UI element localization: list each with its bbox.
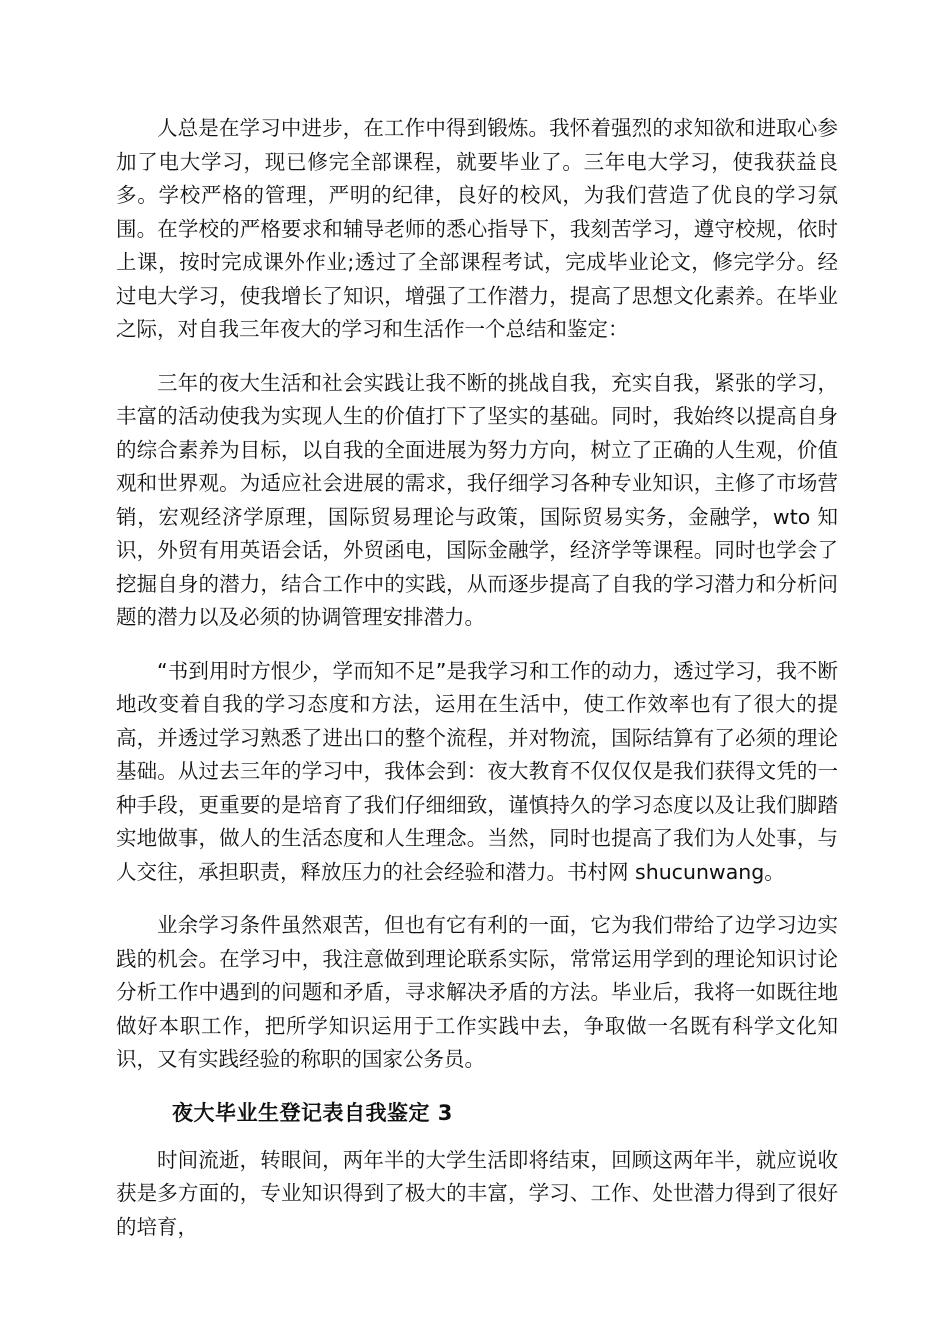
paragraph-practice: 业余学习条件虽然艰苦，但也有它有利的一面，它为我们带给了边学习边实践的机会。在学习中，我注意做到理论联系实际，常常运用学到的理论知识讨论分析工作中遇到的问题和矛盾，寻求解决矛盾的方法。毕业后，我将一如既往地做好本职工作，把所学知识运用于工作实践中去，争取做一名既有科学文化知识，又有实践经验的称职的国家公务员。 [116, 913, 838, 1071]
paragraph-final: 时间流逝，转眼间，两年半的大学生活即将结束，回顾这两年半，就应说收获是多方面的，专业知识得到了极大的丰富，学习、工作、处世潜力得到了很好的培育， [116, 1147, 838, 1239]
paragraph-intro: 人总是在学习中进步，在工作中得到锻炼。我怀着强烈的求知欲和进取心参加了电大学习，现已修完全部课程，就要毕业了。三年电大学习，使我获益良多。学校严格的管理，严明的纪律，良好的校风，为我们营造了优良的学习氛围。在学校的严格要求和辅导老师的悉心指导下，我刻苦学习，遵守校规，依时上课，按时完成课外作业;透过了全部课程考试，完成毕业论文，修完学分。经过电大学习，使我增长了知识，增强了工作潜力，提高了思想文化素养。在毕业之际，对自我三年夜大的学习和生活作一个总结和鉴定： [116, 116, 838, 341]
document-page [116, 112, 838, 1244]
paragraph-motivation: “书到用时方恨少，学而知不足”是我学习和工作的动力，透过学习，我不断地改变着自我的学习态度和方法，运用在生活中，使工作效率也有了很大的提高，并透过学习熟悉了进出口的整个流程，并对物流，国际结算有了必须的理论基础。从过去三年的学习中，我体会到：夜大教育不仅仅仅是我们获得文凭的一种手段，更重要的是培育了我们仔细细致，谨慎持久的学习态度以及让我们脚踏实地做事，做人的生活态度和人生理念。当然，同时也提高了我们为人处事，与人交往，承担职责，释放压力的社会经验和潜力。书村网 shucunwang。 [116, 658, 838, 884]
section-heading: 夜大毕业生登记表自我鉴定 3 [172, 1100, 453, 1125]
paragraph-study-life: 三年的夜大生活和社会实践让我不断的挑战自我，充实自我，紧张的学习，丰富的活动使我为实现人生的价值打下了坚实的基础。同时，我始终以提高自身的综合素养为目标，以自我的全面进展为努力方向，树立了正确的人生观，价值观和世界观。为适应社会进展的需求，我仔细学习各种专业知识，主修了市场营销，宏观经济学原理，国际贸易理论与政策，国际贸易实务，金融学，wto 知识，外贸有用英语会话，外贸函电，国际金融学，经济学等课程。同时也学会了挖掘自身的潜力，结合工作中的实践，从而逐步提高了自我的学习潜力和分析问题的潜力以及必须的协调管理安排潜力。 [116, 370, 838, 629]
